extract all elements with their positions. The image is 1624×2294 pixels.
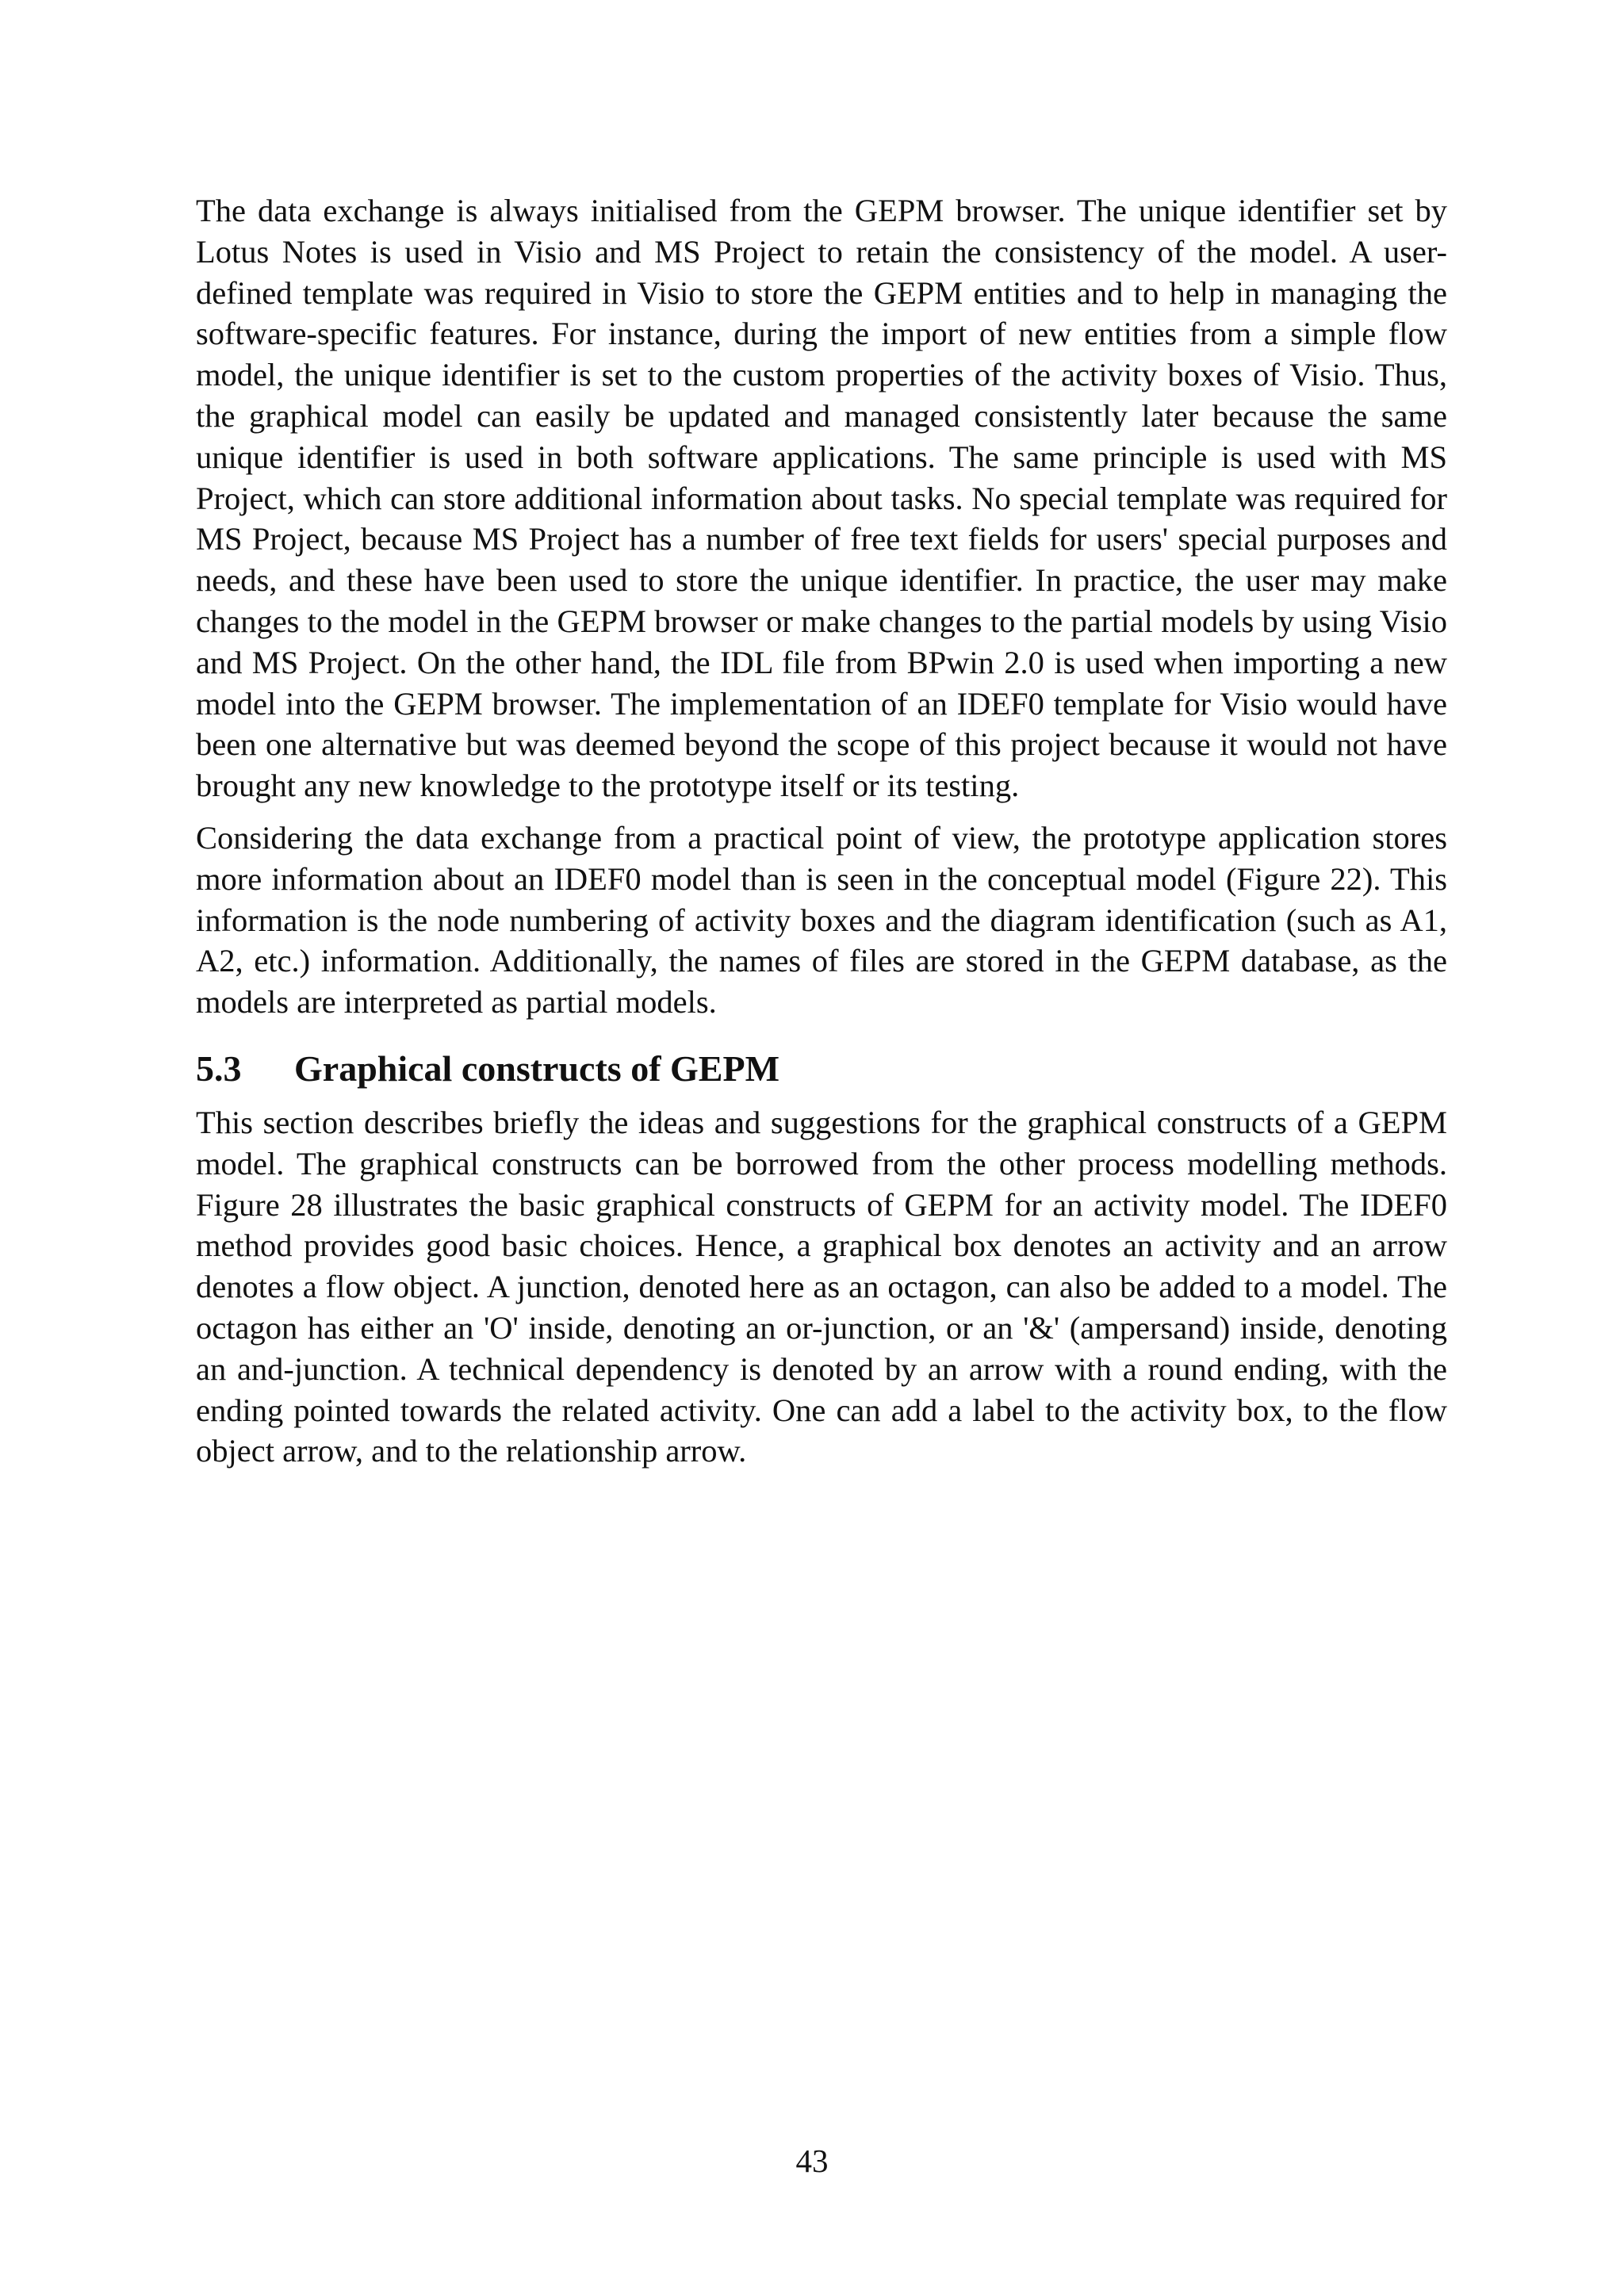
page-number: 43	[795, 2143, 829, 2179]
paragraph-graphical-constructs: This section describes briefly the ideas and suggestions for the graphical constructs of a GEPM model. The graphical constructs can be borrowed from the other process modelling methods. Figure 28 illustrates the basic graphical constructs of GEPM for an activity model. The IDEF0 method provides good basic choices. Hence, a graphical box denotes an activity and an arrow denotes a flow object. A junction, denoted here as an octagon, can also be added to a model. The octagon has either an 'O' inside, denoting an or-junction, or an '&' (ampersand) inside, denoting an and-junction. A technical dependency is denoted by an arrow with a round ending, with the ending pointed towards the related activity. One can add a label to the activity box, to the flow object arrow, and to the relationship arrow.	[196, 1104, 1447, 1469]
paragraph-practical-view: Considering the data exchange from a practical point of view, the prototype application stores more information about an IDEF0 model than is seen in the conceptual model (Figure 22). This information is the node numbering of activity boxes and the diagram identification (such as A1, A2, etc.) information. Additionally, the names of files are stored in the GEPM database, as the models are interpreted as partial models.	[196, 819, 1447, 1021]
section-title: Graphical constructs of GEPM	[294, 1047, 779, 1089]
section-heading	[196, 1047, 1447, 1091]
section-number: 5.3	[196, 1047, 242, 1089]
page-body	[196, 190, 1447, 1472]
paragraph-data-exchange: The data exchange is always initialised from the GEPM browser. The unique identifier set by Lotus Notes is used in Visio and MS Project to retain the consistency of the model. A user-defined template was required in Visio to store the GEPM entities and to help in managing the software-specific features. For instance, during the import of new entities from a simple flow model, the unique identifier is set to the custom properties of the activity boxes of Visio. Thus, the graphical model can easily be updated and managed consistently later because the same unique identifier is used in both software applications. The same principle is used with MS Project, which can store additional information about tasks. No special template was required for MS Project, because MS Project has a number of free text fields for users' special purposes and needs, and these have been used to store the unique identifier. In practice, the user may make changes to the model in the GEPM browser or make changes to the partial models by using Visio and MS Project. On the other hand, the IDL file from BPwin 2.0 is used when importing a new model into the GEPM browser. The implementation of an IDEF0 template for Visio would have been one alternative but was deemed beyond the scope of this project because it would not have brought any new knowledge to the prototype itself or its testing.	[196, 193, 1447, 804]
